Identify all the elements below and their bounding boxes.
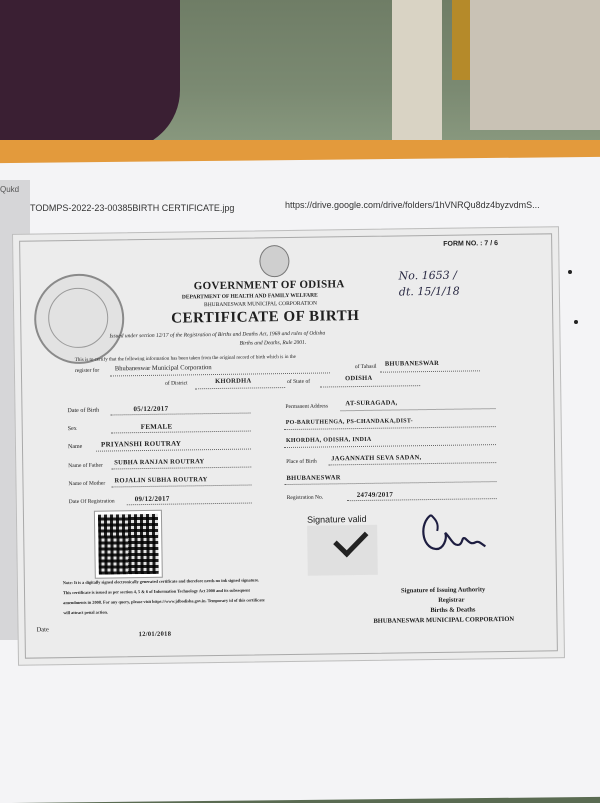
sex-value: FEMALE [140, 422, 173, 432]
registrar-label: Registrar [438, 596, 465, 604]
print-header [30, 200, 590, 218]
background-person [470, 0, 600, 130]
issued-under-line1: Issued under section 12/17 of the Registration of Births and Deaths Act, 1969 and rules of Odisha [109, 330, 326, 340]
certificate-title: CERTIFICATE OF BIRTH [171, 307, 360, 327]
corner-note: Qukd [0, 185, 20, 194]
background-cloth [0, 0, 180, 150]
note-line1: Note: It is a digitally signed electronically generated certificate and therefore needs no ink signed signature. [62, 577, 260, 586]
sex-label: Sex [67, 425, 77, 433]
note-line2: This certificate is issued as per section 4, 5 & 6 of Information Technology Act 2000 and its subsequent [62, 587, 251, 596]
government-heading: GOVERNMENT OF ODISHA [193, 278, 345, 293]
handwritten-number: No. 1653 / [398, 268, 457, 283]
paper-mark [574, 320, 578, 324]
issued-under-line2: Births and Deaths, Rule 2001. [239, 339, 307, 347]
birth-certificate [12, 226, 565, 666]
permanent-address-label: Permanent Address [285, 403, 329, 411]
father-label: Name of Father [68, 462, 103, 470]
register-value: Bhubaneswar Municipal Corporation [114, 364, 212, 373]
state-value: ODISHA [345, 374, 373, 383]
corporation-heading: BHUBANESWAR MUNICIPAL CORPORATION [203, 300, 318, 309]
date-label: Date [36, 626, 49, 634]
name-label: Name [67, 443, 83, 451]
register-label: register for [74, 367, 100, 374]
permanent-address-line3: KHORDHA, ODISHA, INDIA [285, 436, 372, 445]
dob-label: Date of Birth [67, 407, 100, 415]
date-value: 12/01/2018 [138, 630, 172, 639]
district-value: KHORDHA [215, 377, 252, 386]
registrar-signature [417, 508, 488, 559]
permanent-address-value: AT-SURAGADA, [345, 399, 398, 408]
registration-date-label: Date Of Registration [68, 498, 115, 506]
issuing-authority-label: Signature of Issuing Authority [400, 586, 486, 595]
qr-code [95, 511, 162, 578]
intro-text: This is to certify that the following information has been taken from the original record of birth which is in the [74, 354, 296, 363]
department-heading: DEPARTMENT OF HEALTH AND FAMILY WELFARE [181, 292, 318, 301]
mother-value: ROJALIN SUBHA ROUTRAY [114, 476, 208, 485]
father-value: SUBHA RANJAN ROUTRAY [114, 458, 205, 467]
place-of-birth-label: Place of Birth [286, 458, 317, 466]
note-line4: will attract penal action. [63, 609, 108, 616]
paper-mark [568, 270, 572, 274]
births-deaths-label: Births & Deaths [430, 606, 476, 615]
signature-valid-label: Signature valid [306, 513, 367, 525]
seal-emblem-icon [48, 288, 109, 349]
name-value: PRIYANSHI ROUTRAY [100, 439, 182, 449]
place-of-birth-line2: BHUBANESWAR [286, 474, 341, 483]
handwritten-date: dt. 15/1/18 [398, 284, 460, 299]
tahasil-label: of Tahasil [354, 363, 377, 371]
registration-no-label: Registration No. [286, 494, 324, 502]
file-url: https://drive.google.com/drive/folders/1hVNRQu8dz4byzvdmS... [285, 200, 540, 210]
state-label: of State of [287, 378, 311, 386]
place-of-birth-value: JAGANNATH SEVA SADAN, [331, 454, 422, 463]
note-line3: amendments in 2008. For any query, please visit https://www.jdbodisha.gov.in. Temporary id of this certificate [63, 597, 265, 606]
registration-date-value: 09/12/2017 [134, 494, 170, 504]
mother-label: Name of Mother [68, 480, 106, 488]
permanent-address-line2: PO-BARUTHENGA, PS-CHANDAKA,DIST- [285, 418, 413, 427]
background-pole [392, 0, 442, 140]
registration-no-value: 24749/2017 [356, 490, 394, 500]
tahasil-value: BHUBANESWAR [384, 359, 440, 368]
form-number: FORM NO. : 7 / 6 [443, 240, 499, 248]
dob-value: 05/12/2017 [133, 404, 169, 414]
file-name: TODMPS-2022-23-00385BIRTH CERTIFICATE.jpg [30, 203, 235, 213]
issuing-corporation-label: BHUBANESWAR MUNICIPAL CORPORATION [373, 615, 515, 625]
district-label: of District [165, 380, 188, 387]
